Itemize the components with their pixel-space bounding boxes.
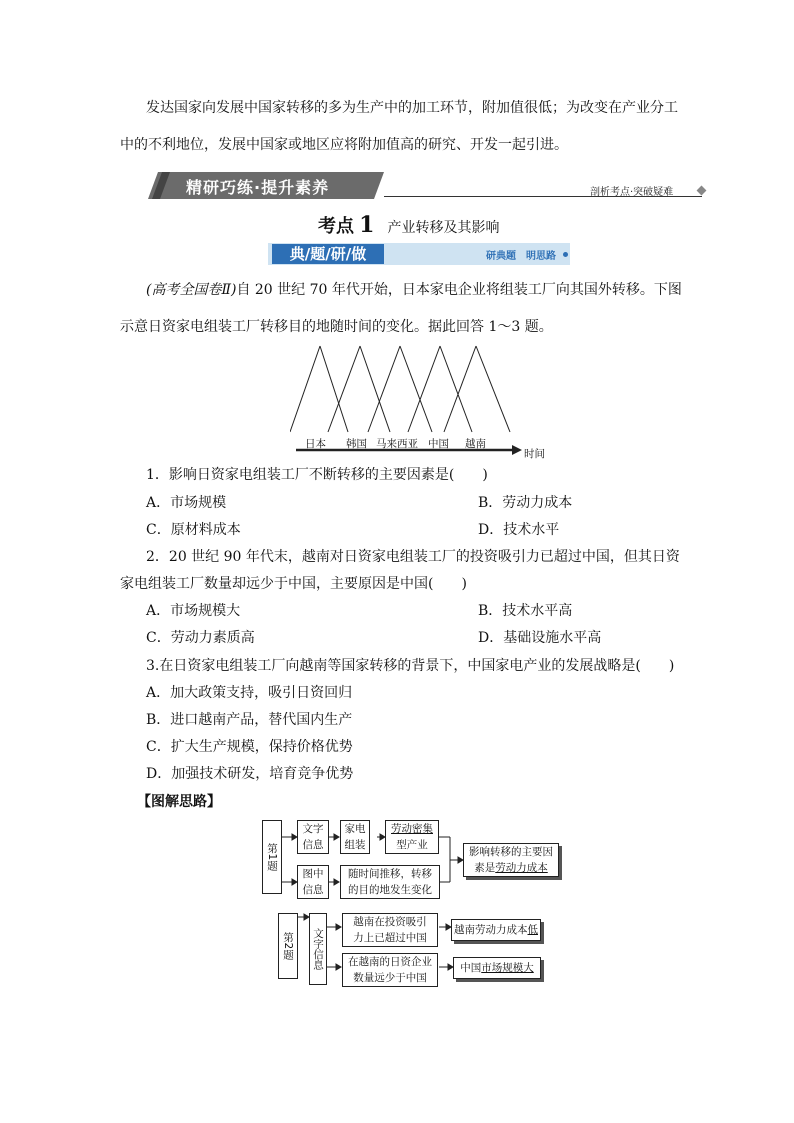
q3-option-b: B．进口越南产品，替代国内生产: [146, 712, 353, 728]
flow-q1-change-line-1: 随时间推移，转移: [348, 868, 432, 880]
kaodian-heading: [318, 212, 500, 238]
flow-q2-box-2: [342, 953, 438, 987]
flow-q2-label-text: 第2题: [282, 932, 294, 960]
transfer-figure: [290, 340, 550, 460]
q1-option-a: A．市场规模: [146, 495, 227, 511]
country-vietnam: 越南: [465, 438, 486, 450]
q2-option-a: A．市场规模大: [146, 603, 241, 619]
flow-q2-result-2-key: 市场规模大: [481, 962, 534, 974]
flow-q2-result-1-key: 低: [527, 924, 538, 936]
q3-option-c: C．扩大生产规模，保持价格优势: [146, 739, 353, 755]
flow-q2-box-1: [342, 913, 438, 947]
flow-q2-result-2-prefix: 中国: [460, 962, 482, 974]
flow-q1-labor-line-1: 劳动密集: [391, 823, 433, 835]
dianti-subtitle: 研典题 明思路: [486, 251, 556, 262]
q1-option-c: C．原材料成本: [146, 522, 241, 538]
dianti-title: 典/题/研/做: [272, 244, 384, 264]
flow-q2-label: [278, 913, 298, 979]
flow-q1-result: [463, 843, 559, 877]
flow-q2-box-2-line-1: 在越南的日资企业: [348, 956, 432, 968]
q2-option-c: C．劳动力素质高: [146, 630, 255, 646]
passage-source: (高考全国卷Ⅱ): [146, 282, 237, 298]
q1-option-d: D．技术水平: [478, 522, 560, 538]
flow-q1-result-line-1: 影响转移的主要因: [469, 846, 553, 858]
flow-q1-result-prefix: 素是: [474, 862, 496, 874]
intro-line-1: 发达国家向发展中国家转移的多为生产中的加工环节，附加值很低；为改变在产业分工: [146, 100, 678, 116]
flow-q1-text-info: 文字信息: [297, 820, 329, 854]
kaodian-label: 考点: [318, 216, 354, 237]
q2-option-d: D．基础设施水平高: [478, 630, 602, 646]
passage-line-1: [146, 281, 682, 299]
tujie-heading: 【图解思路】: [137, 794, 221, 810]
flow-q2-box-1-line-1: 越南在投资吸引: [353, 916, 427, 928]
section-banner-subtitle: 剖析考点·突破疑难: [590, 187, 674, 198]
flow-q1-jiadian: 家电组装: [340, 820, 370, 854]
kaodian-number: 1: [359, 212, 375, 238]
flow-q2-result-1: [451, 919, 541, 941]
q2-stem-line-1: 2．20 世纪 90 年代末，越南对日资家电组装工厂的投资吸引力已超过中国，但其日资: [146, 549, 680, 565]
passage-line-1-text: 自 20 世纪 70 年代开始，日本家电企业将组装工厂向其国外转移。下图: [236, 282, 682, 298]
q3-stem: 3.在日资家电组装工厂向越南等国家转移的背景下，中国家电产业的发展战略是( ): [146, 658, 675, 674]
q2-option-b: B．技术水平高: [478, 603, 573, 619]
flow-q2-box-1-line-2: 力上已超过中国: [353, 932, 427, 944]
passage-line-2: 示意日资家电组装工厂转移目的地随时间的变化。据此回答 1～3 题。: [120, 319, 553, 335]
country-korea: 韩国: [346, 438, 367, 450]
flow-q2-box-2-line-2: 数量远少于中国: [353, 972, 427, 984]
intro-line-2: 中的不利地位，发展中国家或地区应将附加值高的研究、开发一起引进。: [120, 137, 568, 153]
q1-option-b: B．劳动力成本: [478, 495, 573, 511]
country-china: 中国: [428, 438, 449, 450]
flow-q2-result-2: [453, 957, 541, 979]
dot-icon: [563, 252, 568, 257]
q2-stem-line-2: 家电组装工厂数量却远少于中国，主要原因是中国( ): [120, 576, 467, 592]
flow-q1-result-key: 劳动力成本: [495, 862, 548, 874]
flow-q2-text-info: [309, 913, 327, 985]
flow-q2-result-1-text: 越南劳动力成本: [454, 924, 528, 936]
country-japan: 日本: [305, 438, 326, 450]
flow-q1-label: [262, 820, 282, 894]
q3-option-a: A．加大政策支持，吸引日资回归: [146, 685, 353, 701]
flow-q1-label-text: 第1题: [266, 843, 278, 871]
axis-label-time: 时间: [524, 448, 545, 460]
q3-option-d: D．加强技术研发，培育竞争优势: [146, 766, 354, 782]
flow-q1-change-line-2: 的目的地发生变化: [348, 884, 432, 896]
flow-q1-img-info: 图中信息: [297, 865, 329, 899]
flow-q1-result-line-2: [474, 860, 548, 876]
section-banner-title: 精研巧练·提升素养: [186, 178, 330, 197]
q1-stem: 1．影响日资家电组装工厂不断转移的主要因素是( ): [146, 467, 488, 483]
flow-q1-labor-line-2: 型产业: [396, 839, 428, 851]
kaodian-title: 产业转移及其影响: [387, 220, 500, 236]
flow-q1-labor: [385, 820, 439, 854]
flow-q1-change: [340, 865, 440, 899]
flow-q2-text-info-text: 文字信息: [312, 928, 324, 970]
country-malaysia: 马来西亚: [376, 438, 418, 450]
diamond-icon: [697, 186, 707, 196]
